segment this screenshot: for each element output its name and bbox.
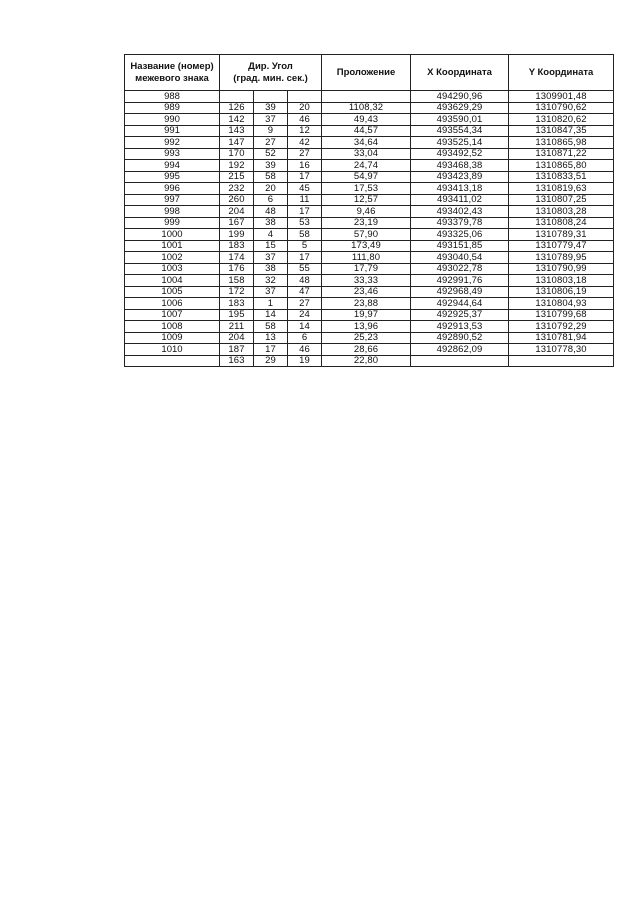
angle-seconds: 27	[288, 148, 322, 160]
point-name: 997	[125, 194, 220, 206]
x-coordinate: 493402,43	[411, 206, 509, 218]
angle-minutes: 39	[254, 160, 288, 172]
x-coordinate: 493411,02	[411, 194, 509, 206]
point-name: 999	[125, 217, 220, 229]
segment-length: 33,33	[322, 275, 411, 287]
y-coordinate: 1310803,28	[509, 206, 614, 218]
segment-length: 57,90	[322, 229, 411, 241]
angle-seconds: 58	[288, 229, 322, 241]
segment-length: 17,79	[322, 263, 411, 275]
angle-minutes: 1	[254, 298, 288, 310]
angle-minutes: 15	[254, 240, 288, 252]
segment-length: 22,80	[322, 355, 411, 367]
point-name: 990	[125, 114, 220, 126]
x-coordinate: 493554,34	[411, 125, 509, 137]
y-coordinate: 1310804,93	[509, 298, 614, 310]
x-coordinate: 492913,53	[411, 321, 509, 333]
angle-seconds: 17	[288, 206, 322, 218]
angle-seconds: 17	[288, 252, 322, 264]
angle-minutes: 58	[254, 321, 288, 333]
angle-minutes: 37	[254, 252, 288, 264]
angle-degrees: 143	[220, 125, 254, 137]
point-name: 1007	[125, 309, 220, 321]
angle-degrees-cell	[220, 91, 254, 103]
y-coordinate: 1310847,35	[509, 125, 614, 137]
table-body	[125, 91, 614, 367]
segment-length: 23,46	[322, 286, 411, 298]
angle-degrees: 147	[220, 137, 254, 149]
header-point-name: Название (номер) межевого знака	[125, 55, 220, 91]
x-coordinate: 493379,78	[411, 217, 509, 229]
angle-seconds: 45	[288, 183, 322, 195]
x-coordinate: 493423,89	[411, 171, 509, 183]
header-x-coordinate: X Координата	[411, 55, 509, 91]
angle-seconds: 5	[288, 240, 322, 252]
angle-minutes: 58	[254, 171, 288, 183]
y-coordinate: 1310789,31	[509, 229, 614, 241]
header-row	[125, 55, 614, 91]
angle-seconds: 19	[288, 355, 322, 367]
x-coordinate: 493492,52	[411, 148, 509, 160]
x-coordinate: 493468,38	[411, 160, 509, 172]
y-coordinate: 1310833,51	[509, 171, 614, 183]
angle-minutes: 17	[254, 344, 288, 356]
angle-minutes: 6	[254, 194, 288, 206]
segment-length: 23,88	[322, 298, 411, 310]
angle-minutes: 29	[254, 355, 288, 367]
point-name: 996	[125, 183, 220, 195]
angle-degrees: 170	[220, 148, 254, 160]
segment-length: 54,97	[322, 171, 411, 183]
header-direction-angle	[220, 55, 322, 91]
angle-seconds: 47	[288, 286, 322, 298]
point-name: 1008	[125, 321, 220, 333]
y-coordinate: 1310790,99	[509, 263, 614, 275]
point-name: 1002	[125, 252, 220, 264]
angle-seconds: 27	[288, 298, 322, 310]
angle-degrees: 183	[220, 298, 254, 310]
y-coordinate: 1310803,18	[509, 275, 614, 287]
segment-length: 1108,32	[322, 102, 411, 114]
angle-seconds: 24	[288, 309, 322, 321]
point-name: 1000	[125, 229, 220, 241]
angle-minutes: 20	[254, 183, 288, 195]
angle-minutes: 38	[254, 263, 288, 275]
point-name: 1004	[125, 275, 220, 287]
point-name: 989	[125, 102, 220, 114]
angle-seconds: 53	[288, 217, 322, 229]
point-name: 998	[125, 206, 220, 218]
segment-length: 28,66	[322, 344, 411, 356]
angle-seconds-cell	[288, 91, 322, 103]
segment-length: 12,57	[322, 194, 411, 206]
point-name: 1005	[125, 286, 220, 298]
y-coordinate: 1310792,29	[509, 321, 614, 333]
header-length: Проложение	[322, 55, 411, 91]
angle-degrees: 187	[220, 344, 254, 356]
header-y-coordinate: Y Координата	[509, 55, 614, 91]
y-coordinate: 1310819,63	[509, 183, 614, 195]
x-coordinate-empty	[411, 355, 509, 367]
boundary-coordinates-table	[124, 54, 614, 367]
angle-minutes: 48	[254, 206, 288, 218]
point-name: 992	[125, 137, 220, 149]
y-coordinate: 1310790,62	[509, 102, 614, 114]
segment-length: 23,19	[322, 217, 411, 229]
x-coordinate: 492862,09	[411, 344, 509, 356]
angle-degrees: 260	[220, 194, 254, 206]
angle-degrees: 142	[220, 114, 254, 126]
x-coordinate: 492925,37	[411, 309, 509, 321]
angle-seconds: 46	[288, 344, 322, 356]
x-coordinate: 493629,29	[411, 102, 509, 114]
angle-minutes: 39	[254, 102, 288, 114]
header-angle-title: Дир. Угол	[248, 61, 293, 73]
angle-seconds: 20	[288, 102, 322, 114]
angle-degrees: 126	[220, 102, 254, 114]
segment-length: 44,57	[322, 125, 411, 137]
angle-minutes: 4	[254, 229, 288, 241]
segment-length: 17,53	[322, 183, 411, 195]
angle-degrees: 195	[220, 309, 254, 321]
y-coordinate: 1310789,95	[509, 252, 614, 264]
y-coordinate: 1310799,68	[509, 309, 614, 321]
angle-seconds: 55	[288, 263, 322, 275]
angle-minutes-cell	[254, 91, 288, 103]
point-name: 991	[125, 125, 220, 137]
segment-length: 9,46	[322, 206, 411, 218]
y-coordinate-empty	[509, 355, 614, 367]
y-coordinate: 1310778,30	[509, 344, 614, 356]
angle-degrees: 204	[220, 332, 254, 344]
header-angle-units: (град. мин. сек.)	[233, 72, 308, 84]
x-coordinate: 493525,14	[411, 137, 509, 149]
angle-degrees: 199	[220, 229, 254, 241]
angle-seconds: 48	[288, 275, 322, 287]
point-name: 994	[125, 160, 220, 172]
table-row	[125, 91, 614, 103]
x-coordinate: 492944,64	[411, 298, 509, 310]
segment-length: 24,74	[322, 160, 411, 172]
x-coordinate: 492991,76	[411, 275, 509, 287]
segment-length: 25,23	[322, 332, 411, 344]
segment-length: 34,64	[322, 137, 411, 149]
angle-minutes: 32	[254, 275, 288, 287]
angle-seconds: 17	[288, 171, 322, 183]
x-coordinate: 494290,96	[411, 91, 509, 103]
x-coordinate: 493590,01	[411, 114, 509, 126]
point-name: 988	[125, 91, 220, 103]
x-coordinate: 493413,18	[411, 183, 509, 195]
segment-length: 111,80	[322, 252, 411, 264]
angle-seconds: 42	[288, 137, 322, 149]
angle-minutes: 14	[254, 309, 288, 321]
angle-degrees: 172	[220, 286, 254, 298]
angle-minutes: 9	[254, 125, 288, 137]
angle-minutes: 37	[254, 114, 288, 126]
x-coordinate: 493022,78	[411, 263, 509, 275]
segment-length: 173,49	[322, 240, 411, 252]
angle-degrees: 174	[220, 252, 254, 264]
segment-length: 13,96	[322, 321, 411, 333]
y-coordinate: 1310865,98	[509, 137, 614, 149]
y-coordinate: 1310806,19	[509, 286, 614, 298]
x-coordinate: 493151,85	[411, 240, 509, 252]
angle-degrees: 163	[220, 355, 254, 367]
angle-degrees: 192	[220, 160, 254, 172]
length-cell	[322, 91, 411, 103]
y-coordinate: 1310781,94	[509, 332, 614, 344]
angle-minutes: 13	[254, 332, 288, 344]
angle-seconds: 14	[288, 321, 322, 333]
y-coordinate: 1310807,25	[509, 194, 614, 206]
point-name: 1006	[125, 298, 220, 310]
segment-length: 49,43	[322, 114, 411, 126]
angle-degrees: 167	[220, 217, 254, 229]
y-coordinate: 1310808,24	[509, 217, 614, 229]
point-name-empty	[125, 355, 220, 367]
x-coordinate: 493040,54	[411, 252, 509, 264]
point-name: 1001	[125, 240, 220, 252]
point-name: 1009	[125, 332, 220, 344]
angle-degrees: 183	[220, 240, 254, 252]
point-name: 1010	[125, 344, 220, 356]
y-coordinate: 1310871,22	[509, 148, 614, 160]
y-coordinate: 1310779,47	[509, 240, 614, 252]
angle-minutes: 38	[254, 217, 288, 229]
x-coordinate: 492890,52	[411, 332, 509, 344]
angle-seconds: 6	[288, 332, 322, 344]
y-coordinate: 1310820,62	[509, 114, 614, 126]
angle-seconds: 46	[288, 114, 322, 126]
angle-seconds: 12	[288, 125, 322, 137]
angle-minutes: 37	[254, 286, 288, 298]
angle-seconds: 11	[288, 194, 322, 206]
angle-minutes: 27	[254, 137, 288, 149]
x-coordinate: 492968,49	[411, 286, 509, 298]
angle-degrees: 204	[220, 206, 254, 218]
segment-length: 33,04	[322, 148, 411, 160]
y-coordinate: 1310865,80	[509, 160, 614, 172]
segment-length: 19,97	[322, 309, 411, 321]
point-name: 993	[125, 148, 220, 160]
point-name: 995	[125, 171, 220, 183]
angle-degrees: 176	[220, 263, 254, 275]
angle-minutes: 52	[254, 148, 288, 160]
angle-degrees: 211	[220, 321, 254, 333]
angle-seconds: 16	[288, 160, 322, 172]
angle-degrees: 232	[220, 183, 254, 195]
angle-degrees: 158	[220, 275, 254, 287]
y-coordinate: 1309901,48	[509, 91, 614, 103]
point-name: 1003	[125, 263, 220, 275]
angle-degrees: 215	[220, 171, 254, 183]
x-coordinate: 493325,06	[411, 229, 509, 241]
